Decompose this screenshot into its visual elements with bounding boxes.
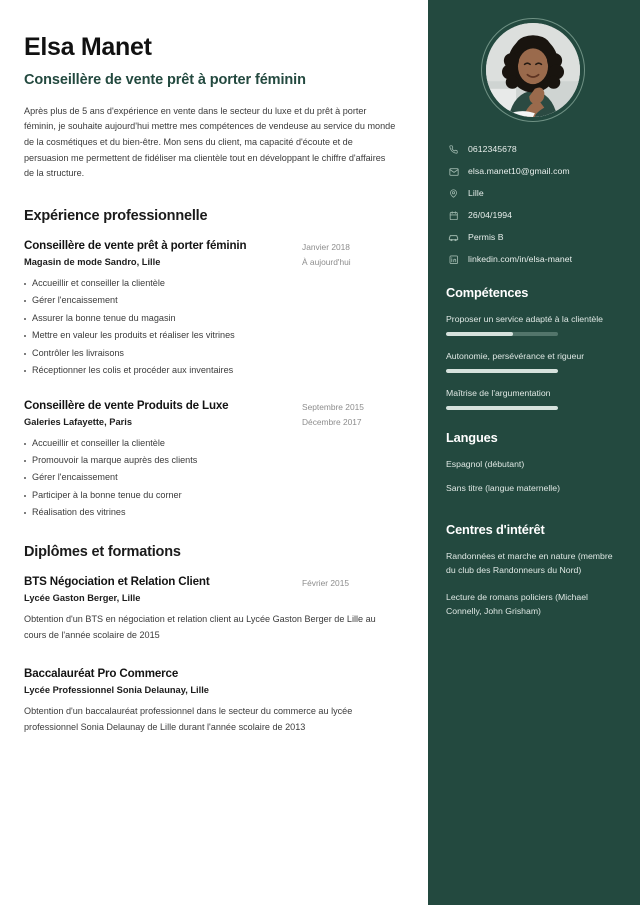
- list-item: Accueillir et conseiller la clientèle: [24, 275, 398, 292]
- education-description: Obtention d'un BTS en négociation et relation client au Lycée Gaston Berger de Lille au cours de l'année scolaire de 2015: [24, 613, 376, 640]
- education-degree: Baccalauréat Pro Commerce: [24, 667, 179, 681]
- education-entry-headtext: [24, 575, 302, 611]
- contact-linkedin[interactable]: [446, 254, 622, 265]
- language-item: Espagnol (débutant): [446, 459, 525, 470]
- experience-entry-header: [24, 239, 398, 275]
- languages-section: [444, 430, 622, 495]
- experience-entry: [24, 399, 398, 522]
- list-item: Réceptionner les colis et procéder aux inventaires: [24, 362, 398, 379]
- education-dates: [302, 575, 398, 592]
- education-entry: [24, 667, 398, 735]
- education-description: Obtention d'un baccalauréat professionnel dans le secteur du commerce au lycée professionnel Sonia Delaunay de Lille durant l'année scolaire de 2013: [24, 706, 353, 733]
- section-title-education: Diplômes et formations: [24, 543, 181, 560]
- phone-icon: [446, 144, 461, 155]
- experience-entry-headtext: [24, 399, 302, 435]
- skill-item: [444, 312, 622, 336]
- experience-entry-header: [24, 399, 398, 435]
- list-item: Participer à la bonne tenue du corner: [24, 487, 398, 504]
- section-title-languages: Langues: [446, 430, 498, 446]
- interests-section: [444, 522, 622, 619]
- experience-date-start: Septembre 2015: [302, 401, 364, 412]
- experience-entry-headtext: [24, 239, 302, 275]
- skill-label: Proposer un service adapté à la clientèle: [446, 314, 603, 324]
- skill-progress-fill: [446, 369, 558, 373]
- contact-location-value: Lille: [468, 188, 484, 199]
- list-item: Gérer l'encaissement: [24, 469, 398, 486]
- calendar-icon: [446, 210, 461, 221]
- education-degree: BTS Négociation et Relation Client: [24, 574, 210, 588]
- contact-location[interactable]: [446, 188, 622, 199]
- avatar-wrapper: [444, 0, 622, 144]
- education-dates: [302, 667, 398, 668]
- skill-progress-fill: [446, 332, 513, 336]
- skill-progress-track: [446, 406, 558, 410]
- skill-item: [444, 349, 622, 373]
- education-date: Février 2015: [302, 577, 350, 588]
- list-item: Promouvoir la marque auprès des clients: [24, 452, 398, 469]
- contact-phone-value: 0612345678: [468, 144, 517, 155]
- candidate-headline: Conseillère de vente prêt à porter féminin: [24, 71, 306, 88]
- experience-bullet-list: [24, 435, 398, 522]
- interest-item: Randonnées et marche en nature (membre du club des Randonneurs du Nord): [446, 550, 613, 576]
- contact-phone[interactable]: [446, 144, 622, 155]
- education-school: Lycée Professionnel Sonia Delaunay, Lille: [24, 685, 209, 696]
- contact-birthdate[interactable]: [446, 210, 622, 221]
- skill-progress-fill: [446, 406, 558, 410]
- list-item: Accueillir et conseiller la clientèle: [24, 435, 398, 452]
- location-pin-icon: [446, 188, 461, 199]
- contact-email-value: elsa.manet10@gmail.com: [468, 166, 570, 177]
- experience-entry: [24, 239, 398, 380]
- contact-email[interactable]: [446, 166, 622, 177]
- experience-organization: Magasin de mode Sandro, Lille: [24, 256, 161, 267]
- car-icon: [446, 232, 461, 243]
- profile-summary: Après plus de 5 ans d'expérience en vente dans le secteur du luxe et du prêt à porter féminin, je souhaite aujourd'hui mettre mes compétences de vendeuse au service du monde de la cosmétiques et du bien-être. Mon sens du client, ma capacité d'écoute et de persuasion me permettent de fidéliser ma clientèle tout en développant le chiffre d'affaires de la structure.: [24, 105, 396, 179]
- list-item: Gérer l'encaissement: [24, 292, 398, 309]
- contact-list: [446, 144, 622, 265]
- candidate-name: Elsa Manet: [24, 33, 152, 61]
- avatar: [486, 23, 580, 117]
- section-title-experience: Expérience professionnelle: [24, 207, 208, 224]
- skill-item: [444, 386, 622, 410]
- language-item: Sans titre (langue maternelle): [446, 482, 560, 493]
- education-entry-header: [24, 575, 398, 611]
- interest-item: Lecture de romans policiers (Michael Connelly, John Grisham): [446, 591, 588, 617]
- list-item: Contrôler les livraisons: [24, 345, 398, 362]
- avatar-ring: [481, 18, 585, 122]
- section-title-skills: Compétences: [446, 285, 529, 300]
- experience-date-end: À aujourd'hui: [302, 257, 351, 268]
- contact-birthdate-value: 26/04/1994: [468, 210, 512, 221]
- contact-license-value: Permis B: [468, 232, 504, 243]
- experience-organization: Galeries Lafayette, Paris: [24, 416, 133, 427]
- skill-label: Autonomie, persévérance et rigueur: [446, 351, 585, 362]
- education-entry: [24, 575, 398, 643]
- list-item: Mettre en valeur les produits et réaliser les vitrines: [24, 327, 398, 344]
- skill-label: Maîtrise de l'argumentation: [446, 388, 551, 399]
- skills-section: [444, 285, 622, 410]
- education-entry-headtext: [24, 667, 302, 703]
- experience-role: Conseillère de vente prêt à porter féminin: [24, 238, 247, 252]
- experience-role: Conseillère de vente Produits de Luxe: [24, 398, 229, 412]
- education-school: Lycée Gaston Berger, Lille: [24, 592, 141, 603]
- envelope-icon: [446, 166, 461, 177]
- skill-progress-track: [446, 332, 558, 336]
- list-item: Réalisation des vitrines: [24, 504, 398, 521]
- education-entry-header: [24, 667, 398, 703]
- sidebar: [428, 0, 640, 905]
- experience-dates: [302, 399, 398, 431]
- section-title-interests: Centres d'intérêt: [446, 521, 545, 537]
- experience-dates: [302, 239, 398, 271]
- list-item: Assurer la bonne tenue du magasin: [24, 310, 398, 327]
- experience-date-end: Décembre 2017: [302, 417, 362, 428]
- linkedin-icon: [446, 254, 461, 265]
- contact-linkedin-value: linkedin.com/in/elsa-manet: [468, 254, 573, 265]
- experience-date-start: Janvier 2018: [302, 241, 350, 252]
- skill-progress-track: [446, 369, 558, 373]
- experience-bullet-list: [24, 275, 398, 380]
- contact-license[interactable]: [446, 232, 622, 243]
